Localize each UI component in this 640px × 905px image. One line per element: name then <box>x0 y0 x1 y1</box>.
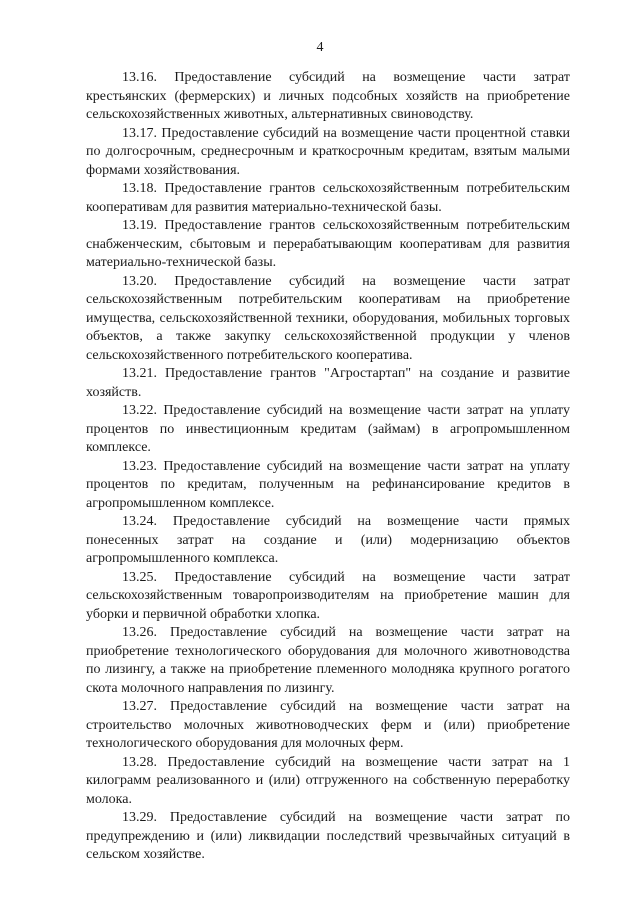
page-number: 4 <box>316 40 324 55</box>
paragraph-13-23: 13.23. Предоставление субсидий на возмещение части затрат на уплату процентов по кредитам, полученным на рефинансирование кредитов в агропромышленном комплексе. <box>86 458 570 511</box>
paragraph-13-29: 13.29. Предоставление субсидий на возмещение части затрат по предупреждению и (или) ликвидации последствий чрезвычайных ситуаций в сельском хозяйстве. <box>86 810 570 862</box>
document-body <box>86 69 570 865</box>
paragraph-13-27: 13.27. Предоставление субсидий на возмещение части затрат на строительство молочных животноводческих ферм и (или) приобретение технологического оборудования для молочных ферм. <box>86 699 570 751</box>
paragraph-13-16: 13.16. Предоставление субсидий на возмещение части затрат крестьянских (фермерских) и личных подсобных хозяйств на приобретение сельскохозяйственных животных, альтернативных свиноводству. <box>86 70 570 122</box>
paragraph-13-18: 13.18. Предоставление грантов сельскохозяйственным потребительским кооперативам для развития материально-технической базы. <box>86 181 570 215</box>
paragraph-13-28: 13.28. Предоставление субсидий на возмещение части затрат на 1 килограмм реализованного и (или) отгруженного на собственную переработку молока. <box>86 754 570 807</box>
paragraph-13-21: 13.21. Предоставление грантов "Агростартап" на создание и развитие хозяйств. <box>86 366 570 400</box>
paragraph-13-17: 13.17. Предоставление субсидий на возмещение части процентной ставки по долгосрочным, среднесрочным и краткосрочным кредитам, взятым малыми формами хозяйствования. <box>86 125 570 178</box>
paragraph-13-25: 13.25. Предоставление субсидий на возмещение части затрат сельскохозяйственным товаропроизводителям на приобретение машин для уборки и первичной обработки хлопка. <box>86 569 570 622</box>
paragraph-13-19: 13.19. Предоставление грантов сельскохозяйственным потребительским снабженческим, сбытовым и перерабатывающим кооперативам для развития материально-технической базы. <box>86 218 570 270</box>
paragraph-13-22: 13.22. Предоставление субсидий на возмещение части затрат на уплату процентов по инвестиционным кредитам (займам) в агропромышленном комплексе. <box>86 403 570 455</box>
paragraph-13-26: 13.26. Предоставление субсидий на возмещение части затрат на приобретение технологического оборудования для молочного животноводства по лизингу, а также на приобретение племенного молодняка крупного рогатого скота молочного направления по лизингу. <box>86 625 570 696</box>
paragraph-13-24: 13.24. Предоставление субсидий на возмещение части прямых понесенных затрат на создание и (или) модернизацию объектов агропромышленного комплекса. <box>86 514 570 566</box>
paragraph-13-20: 13.20. Предоставление субсидий на возмещение части затрат сельскохозяйственным потребительским кооперативам на приобретение имущества, сельскохозяйственной техники, оборудования, мобильных торговых объектов, а также закупку сельскохозяйственной продукции у членов сельскохозяйственного потребительского кооператива. <box>86 273 570 363</box>
